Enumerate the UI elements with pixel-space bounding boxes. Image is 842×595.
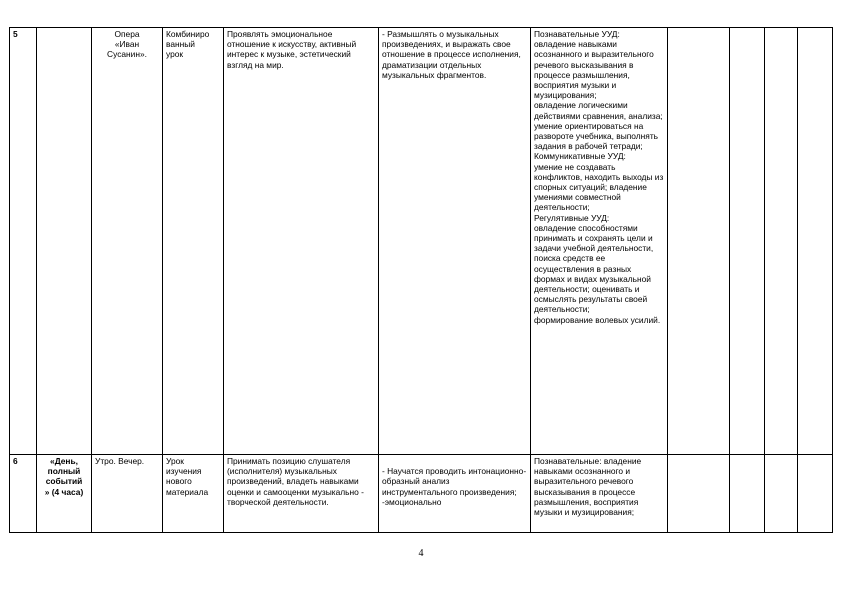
- personal-results: Проявлять эмоциональное отношение к искусству, активный интерес к музыке, эстетический взгляд на мир.: [224, 28, 379, 455]
- empty-cell: [668, 28, 730, 455]
- uud-results: Познавательные УУД: овладение навыками осознанного и выразительного речевого высказывания в процессе размышления, восприятия музыки и музицирования; овладение логическими действиями сравнения, анализа; умение ориентироваться на развороте учебника, выполнять задания в рабочей тетради; Коммуникативные УУД: умение не создавать конфликтов, находить выходы из спорных ситуаций; владение умениями совместной деятельности; Регулятивные УУД: овладение способностями принимать и сохранять цели и задачи учебной деятельности, поиска средств ее осуществления в разных формах и видах музыкальной деятельности; оценивать и осмыслять результаты своей деятельности; формирование волевых усилий.: [531, 28, 668, 455]
- empty-cell: [668, 455, 730, 533]
- empty-cell: [798, 455, 833, 533]
- empty-cell: [730, 28, 765, 455]
- subject-results: - Научатся проводить интонационно-образный анализ инструментального произведения; -эмоционально: [379, 455, 531, 533]
- lesson-title: Утро. Вечер.: [92, 455, 163, 533]
- personal-results: Принимать позицию слушателя (исполнителя) музыкальных произведений, владеть навыками оценки и самооценки музыкально - творческой деятельности.: [224, 455, 379, 533]
- uud-results: Познавательные: владение навыками осознанного и выразительного речевого высказывания в процессе размышления, восприятия музыки и музицирования;: [531, 455, 668, 533]
- lesson-type: Комбиниро ванный урок: [163, 28, 224, 455]
- table-row: [10, 28, 833, 455]
- lesson-plan-table: [9, 27, 833, 533]
- lesson-number: 6: [10, 455, 37, 533]
- lesson-number: 5: [10, 28, 37, 455]
- subject-results: - Размышлять о музыкальных произведениях, и выражать свое отношение в процессе исполнения, драматизации отдельных музыкальных фрагментов.: [379, 28, 531, 455]
- lesson-type: Урок изучения нового материала: [163, 455, 224, 533]
- empty-cell: [798, 28, 833, 455]
- empty-cell: [765, 28, 798, 455]
- empty-cell: [730, 455, 765, 533]
- table-row: [10, 455, 833, 533]
- page-number: 4: [418, 548, 424, 559]
- lesson-topic: «День, полный событий » (4 часа): [37, 455, 92, 533]
- empty-cell: [765, 455, 798, 533]
- lesson-title: Опера «Иван Сусанин».: [92, 28, 163, 455]
- lesson-topic: [37, 28, 92, 455]
